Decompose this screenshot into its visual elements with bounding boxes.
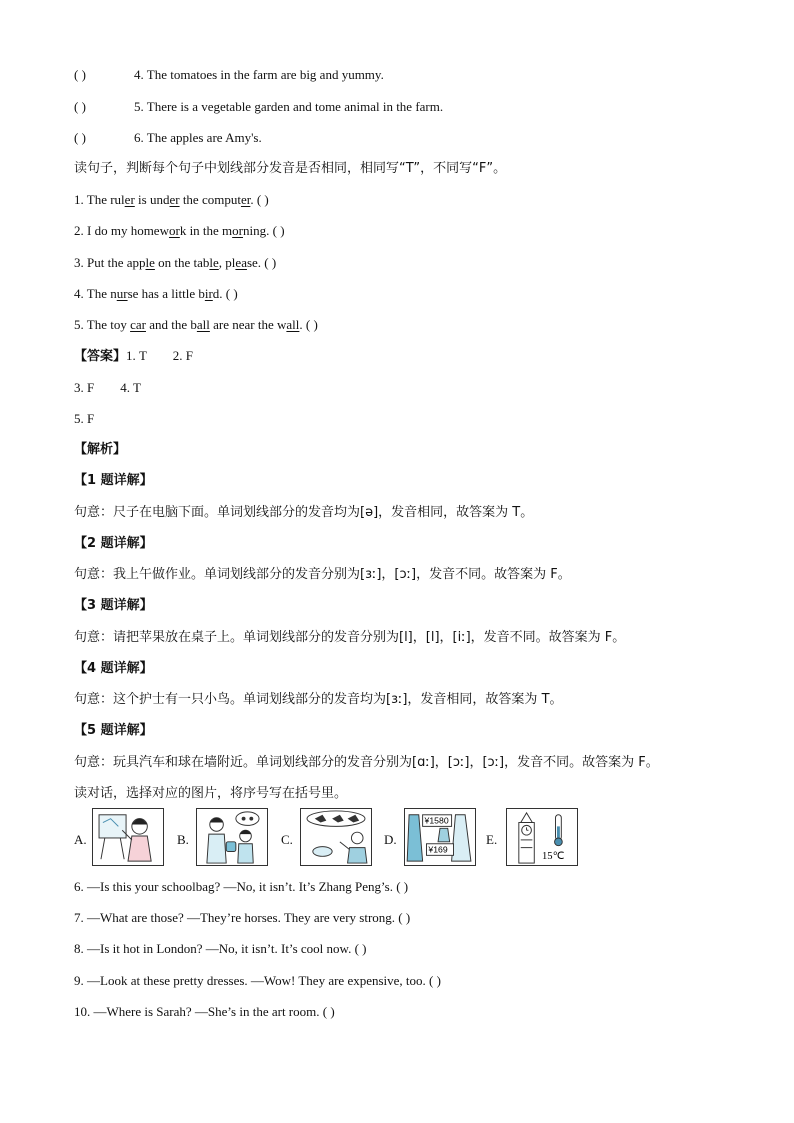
answer-label: 【答案】 bbox=[74, 349, 127, 364]
question-6 bbox=[74, 127, 262, 149]
underlined-part: er bbox=[124, 192, 135, 207]
picture-letter-d: D. bbox=[384, 832, 397, 847]
question-text: 4. The tomatoes in the farm are big and yummy. bbox=[134, 67, 384, 82]
answer-line-1: 【答案】1. T 2. F bbox=[74, 348, 193, 364]
dialogue-question-8: 8. —Is it hot in London? —No, it isn’t. It’s cool now. ( ) bbox=[74, 941, 367, 956]
price-label-2: ¥169 bbox=[428, 844, 448, 855]
temperature-label: 15℃ bbox=[542, 851, 565, 863]
detail-text-5: 句意：玩具汽车和球在墙附近。单词划线部分的发音分别为[ɑː]，[ɔː]，[ɔː]，发音不同。故答案为 F。 bbox=[74, 755, 659, 770]
section-instruction: 读对话，选择对应的图片，将序号写在括号里。 bbox=[74, 786, 348, 801]
dialogue-question-9: 9. —Look at these pretty dresses. —Wow! They are expensive, too. ( ) bbox=[74, 973, 441, 988]
underlined-part: car bbox=[130, 317, 146, 332]
underlined-part: or bbox=[168, 223, 180, 238]
dresses-picture bbox=[404, 808, 476, 866]
underlined-part: le bbox=[145, 255, 155, 270]
detail-title-4: 【4 题详解】 bbox=[74, 661, 153, 676]
answer-line-3: 5. F bbox=[74, 411, 95, 426]
children-with-schoolbag-picture bbox=[196, 808, 268, 866]
detail-title-2: 【2 题详解】 bbox=[74, 536, 153, 551]
analysis-label: 【解析】 bbox=[74, 442, 127, 457]
underlined-part: ur bbox=[116, 286, 128, 301]
price-label-1: ¥1580 bbox=[424, 815, 449, 826]
big-ben-thermometer-picture bbox=[506, 808, 578, 866]
dialogue-question-6: 6. —Is this your schoolbag? —No, it isn’t. It’s Zhang Peng’s. ( ) bbox=[74, 879, 409, 894]
pronunciation-item-4: 4. The nurse has a little bird. ( ) bbox=[74, 286, 238, 301]
detail-text-2: 句意：我上午做作业。单词划线部分的发音分别为[ɜː]，[ɔː]，发音不同。故答案为 F。 bbox=[74, 567, 571, 582]
big-ben-thermometer-icon bbox=[507, 809, 577, 865]
pronunciation-item-1: 1. The ruler is under the computer. ( ) bbox=[74, 192, 269, 207]
picture-letter-c: C. bbox=[281, 832, 293, 847]
section-instruction: 读句子，判断每个句子中划线部分发音是否相同，相同写“T”，不同写“F”。 bbox=[74, 161, 507, 176]
picture-letter-a: A. bbox=[74, 832, 87, 847]
underlined-part: all bbox=[196, 317, 210, 332]
pronunciation-item-3: 3. Put the apple on the table, please. ( ) bbox=[74, 255, 277, 270]
detail-text-3: 句意：请把苹果放在桌子上。单词划线部分的发音分别为[l]，[l]，[iː]，发音不同。故答案为 F。 bbox=[74, 630, 626, 645]
question-4 bbox=[74, 64, 384, 86]
pronunciation-item-2: 2. I do my homework in the morning. ( ) bbox=[74, 223, 285, 238]
dialogue-question-7: 7. —What are those? —They’re horses. They are very strong. ( ) bbox=[74, 910, 411, 925]
underlined-part: ea bbox=[235, 255, 247, 270]
dresses-icon bbox=[405, 809, 475, 865]
underlined-part: le bbox=[209, 255, 219, 270]
question-text: 6. The apples are Amy's. bbox=[134, 130, 262, 145]
picture-options bbox=[74, 808, 594, 870]
detail-text-4: 句意：这个护士有一只小鸟。单词划线部分的发音均为[ɜː]，发音相同，故答案为 T。 bbox=[74, 692, 563, 707]
underlined-part: all bbox=[286, 317, 300, 332]
answer-line-2: 3. F 4. T bbox=[74, 380, 141, 395]
answer-bracket: ( ) bbox=[74, 67, 86, 82]
girl-painting-picture bbox=[92, 808, 164, 866]
dialogue-question-10: 10. —Where is Sarah? —She’s in the art room. ( ) bbox=[74, 1004, 335, 1019]
picture-letter-e: E. bbox=[486, 832, 498, 847]
horses-picture bbox=[300, 808, 372, 866]
underlined-part: or bbox=[232, 223, 244, 238]
pronunciation-item-5: 5. The toy car and the ball are near the wall. ( ) bbox=[74, 317, 318, 332]
horses-icon bbox=[301, 809, 371, 865]
detail-title-5: 【5 题详解】 bbox=[74, 723, 153, 738]
picture-letter-b: B. bbox=[177, 832, 189, 847]
answer-bracket: ( ) bbox=[74, 99, 86, 114]
children-schoolbag-icon bbox=[197, 809, 267, 865]
detail-title-3: 【3 题详解】 bbox=[74, 598, 153, 613]
question-5 bbox=[74, 96, 443, 118]
underlined-part: er bbox=[240, 192, 251, 207]
detail-text-1: 句意：尺子在电脑下面。单词划线部分的发音均为[ə]，发音相同，故答案为 T。 bbox=[74, 505, 534, 520]
question-text: 5. There is a vegetable garden and tome animal in the farm. bbox=[134, 99, 444, 114]
girl-painting-icon bbox=[93, 809, 163, 865]
underlined-part: ir bbox=[204, 286, 213, 301]
detail-title-1: 【1 题详解】 bbox=[74, 473, 153, 488]
underlined-part: er bbox=[169, 192, 180, 207]
answer-bracket: ( ) bbox=[74, 130, 86, 145]
